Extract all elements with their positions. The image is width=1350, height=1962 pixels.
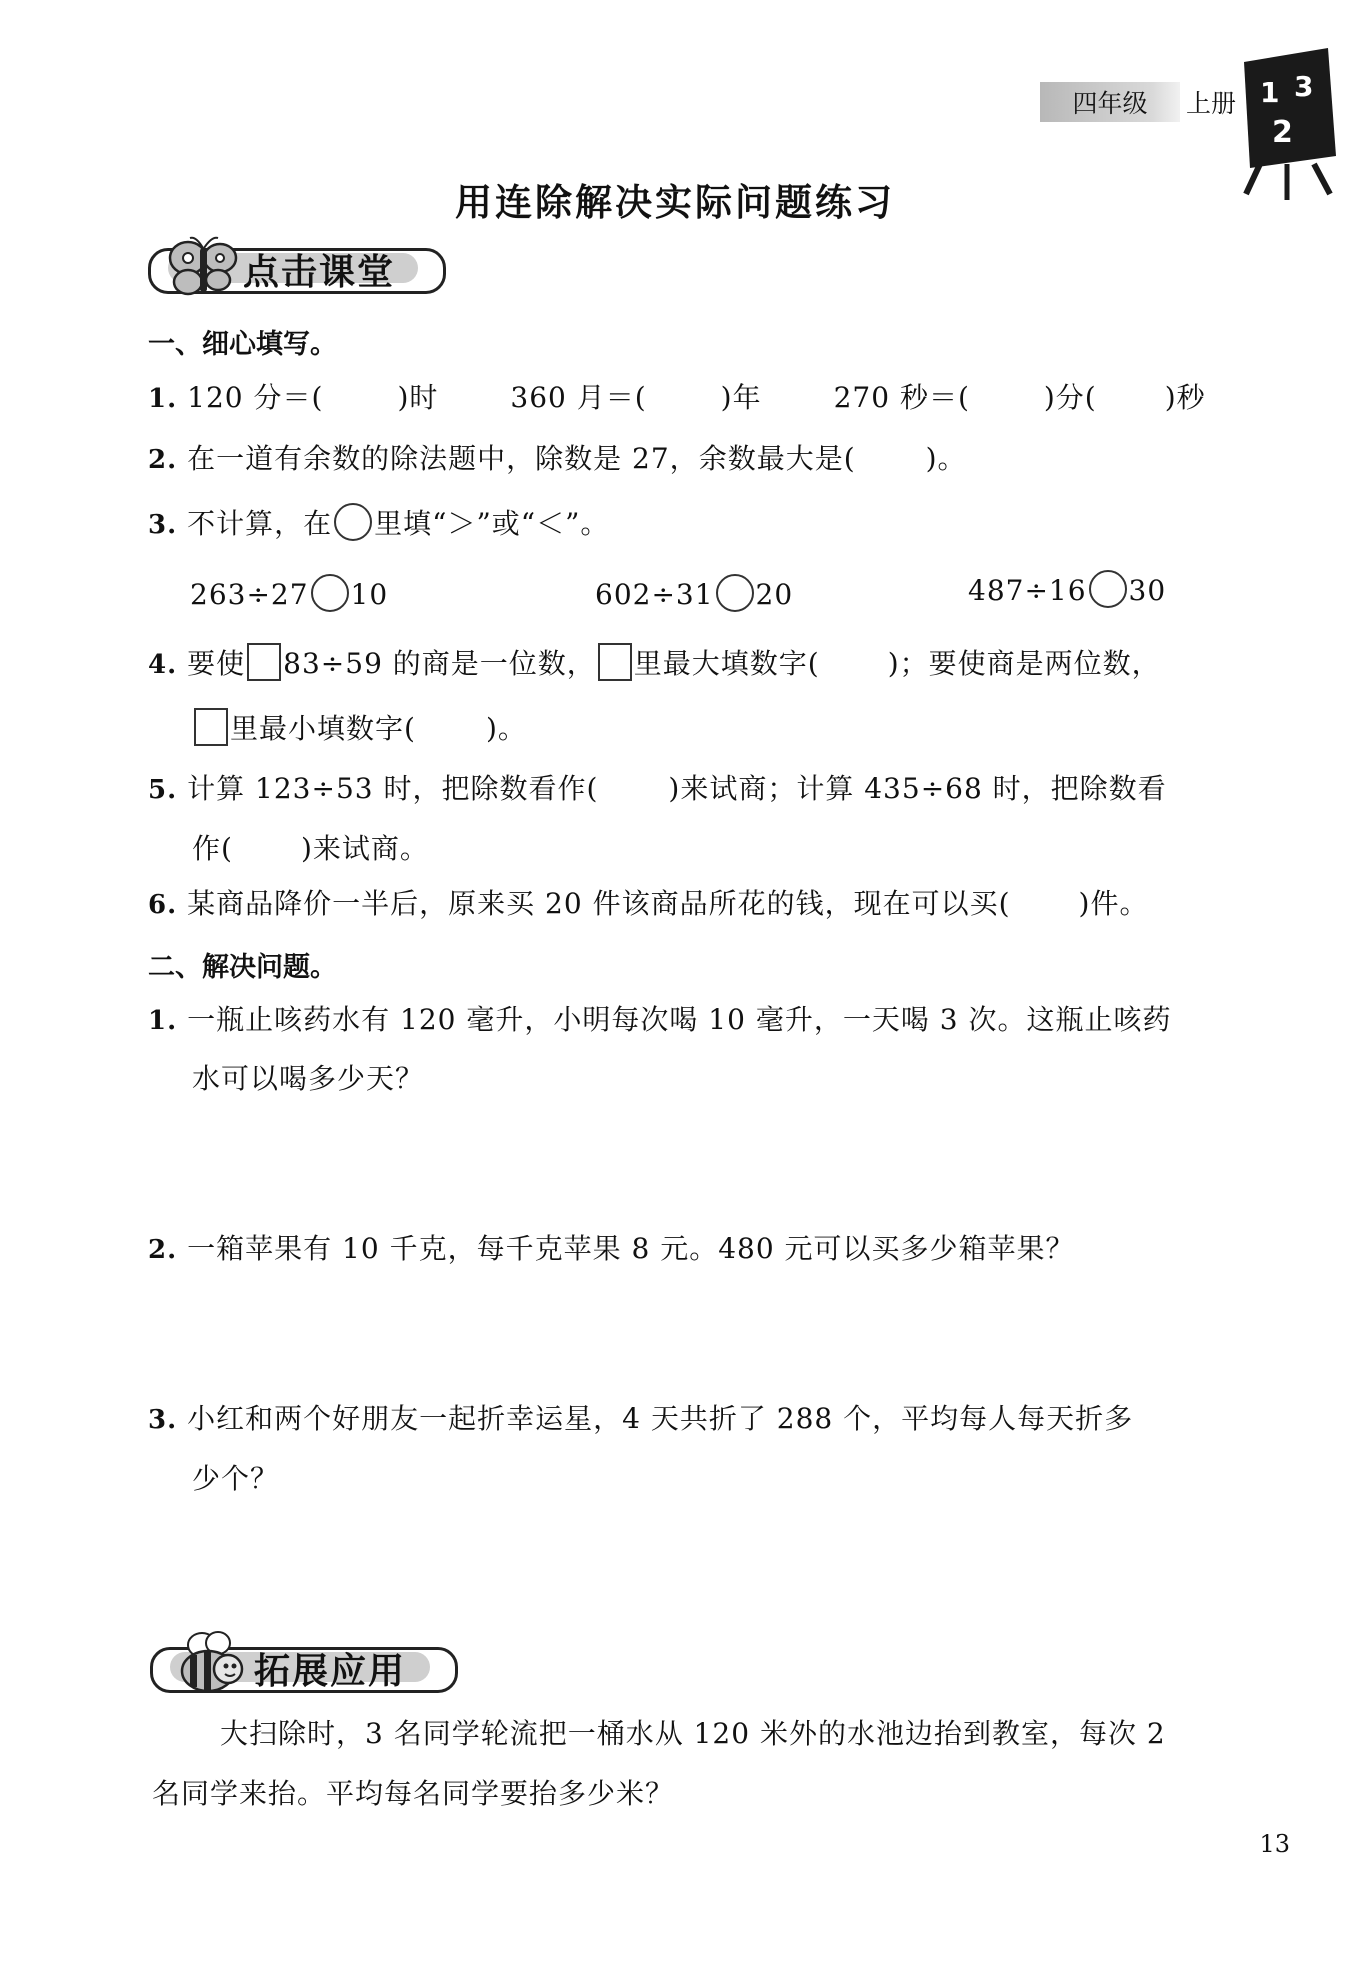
grade-label: 四年级: [1072, 89, 1148, 118]
question-5-cont: 作( )来试商。: [192, 832, 429, 865]
answer-circle[interactable]: [716, 574, 754, 612]
part2-heading: 二、解决问题。: [148, 952, 337, 983]
volume-label: 上册: [1186, 89, 1237, 118]
part1-heading: 一、细心填写。: [148, 329, 337, 360]
answer-circle[interactable]: [311, 574, 349, 612]
page-title: 用连除解决实际问题练习: [455, 181, 895, 224]
question-3: 3. 不计算，在 里填“＞”或“＜”。: [148, 502, 609, 542]
butterfly-icon: [166, 236, 240, 304]
section-banner-extend: [150, 1637, 460, 1697]
answer-circle[interactable]: [1089, 570, 1127, 608]
bee-icon: [170, 1627, 250, 1703]
logo-digit-1: 1: [1260, 76, 1280, 109]
extend-problem-cont: 名同学来抬。平均每名同学要抬多少米？: [152, 1777, 675, 1810]
question-2: 2. 在一道有余数的除法题中，除数是 27，余数最大是( )。: [148, 442, 967, 475]
section-banner-label: 点击课堂: [243, 252, 396, 293]
problem-2: 2. 一箱苹果有 10 千克，每千克苹果 8 元。480 元可以买多少箱苹果？: [148, 1232, 1075, 1265]
problem-1: 1. 一瓶止咳药水有 120 毫升，小明每次喝 10 毫升，一天喝 3 次。这瓶止咳药: [148, 1003, 1172, 1036]
section-banner-label: 拓展应用: [254, 1651, 407, 1692]
compare-circle-icon: [334, 503, 372, 541]
question-4-cont: 里最小填数字( )。: [192, 707, 527, 747]
digit-box-icon: [598, 643, 632, 681]
digit-box-icon: [194, 708, 228, 746]
digit-box[interactable]: [247, 643, 281, 681]
compare-expression-2: 602÷31 20: [595, 574, 793, 612]
compare-expression-3: 487÷16 30: [968, 570, 1166, 608]
question-6: 6. 某商品降价一半后，原来买 20 件该商品所花的钱，现在可以买( )件。: [148, 887, 1149, 920]
problem-3: 3. 小红和两个好朋友一起折幸运星，4 天共折了 288 个，平均每人每天折多: [148, 1402, 1134, 1435]
problem-1-cont: 水可以喝多少天？: [192, 1062, 425, 1095]
logo-digit-2: 2: [1272, 115, 1293, 150]
question-5: 5. 计算 123÷53 时，把除数看作( )来试商；计算 435÷68 时，把除数看: [148, 772, 1167, 805]
question-1: 1. 120 分＝( )时 360 月＝( )年 270 秒＝( )分( )秒: [148, 381, 1206, 414]
section-banner-class: [148, 238, 448, 298]
grade-tag: [1040, 82, 1180, 122]
logo-digit-3: 3: [1294, 70, 1314, 103]
page-number: 13: [1259, 1830, 1290, 1858]
extend-problem: 大扫除时，3 名同学轮流把一桶水从 120 米外的水池边抬到教室，每次 2: [220, 1717, 1166, 1750]
problem-3-cont: 少个？: [192, 1462, 280, 1495]
question-4: 4. 要使 83÷59 的商是一位数， 里最大填数字( )；要使商是两位数，: [148, 642, 1161, 682]
compare-expression-1: 263÷27 10: [190, 574, 388, 612]
